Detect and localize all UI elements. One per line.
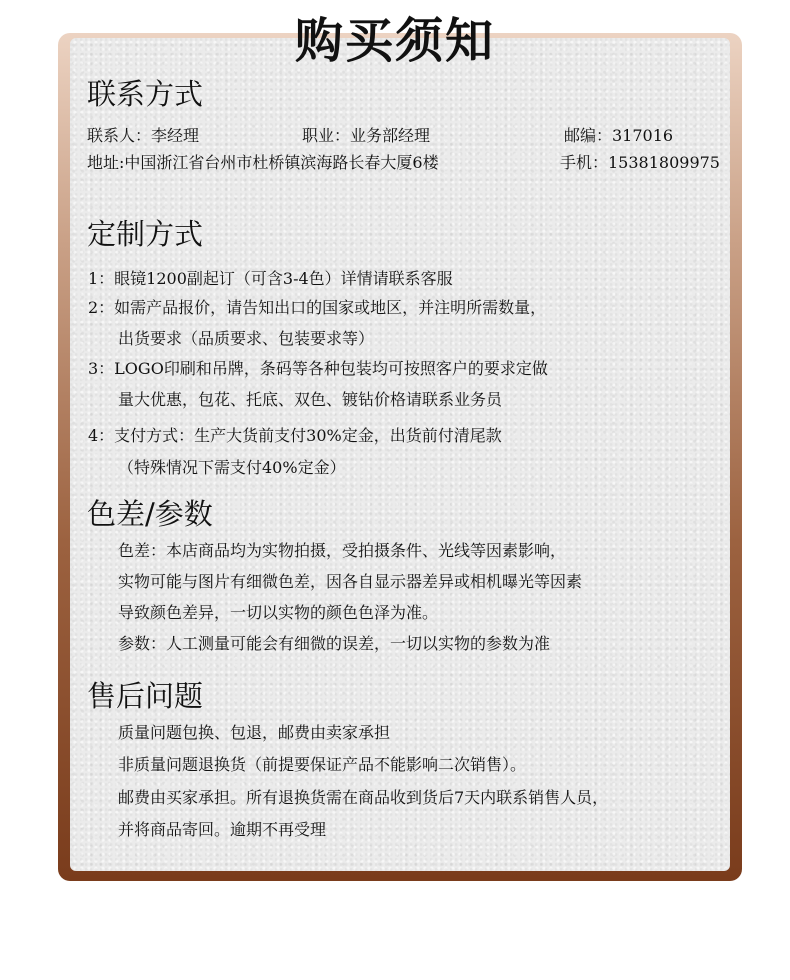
custom-line: 量大优惠，包花、托底、双色、镀钻价格请联系业务员: [118, 390, 503, 409]
after-line: 非质量问题退换货（前提要保证产品不能影响二次销售）。: [118, 755, 527, 774]
contact-address: 地址:中国浙江省台州市杜桥镇滨海路长春大厦6楼: [87, 153, 439, 172]
contact-phone: 手机：15381809975: [560, 153, 720, 172]
after-line: 并将商品寄回。逾期不再受理: [118, 820, 327, 839]
section-heading-after-sales: 售后问题: [87, 679, 204, 713]
custom-line: 1：眼镜1200副起订（可含3-4色）详情请联系客服: [88, 269, 453, 288]
after-line: 邮费由买家承担。所有退换货需在商品收到货后7天内联系销售人员，: [118, 788, 609, 807]
color-line: 实物可能与图片有细微色差，因各自显示器差异或相机曝光等因素: [118, 572, 583, 591]
color-line: 色差：本店商品均为实物拍摄，受拍摄条件、光线等因素影响，: [118, 541, 567, 560]
section-heading-contact: 联系方式: [87, 77, 204, 111]
page-title: 购买须知: [294, 13, 495, 69]
section-heading-color: 色差/参数: [87, 497, 213, 531]
custom-line: 2：如需产品报价，请告知出口的国家或地区，并注明所需数量，: [88, 298, 547, 317]
contact-job: 职业：业务部经理: [302, 126, 431, 145]
custom-line: 出货要求（品质要求、包装要求等）: [118, 329, 375, 348]
section-heading-custom: 定制方式: [87, 217, 204, 251]
custom-line: 3：LOGO印刷和吊牌，条码等各种包装均可按照客户的要求定做: [88, 359, 548, 378]
custom-line: （特殊情况下需支付40%定金）: [118, 458, 346, 477]
color-line: 参数：人工测量可能会有细微的误差，一切以实物的参数为准: [118, 634, 551, 653]
custom-line: 4：支付方式：生产大货前支付30%定金，出货前付清尾款: [88, 426, 502, 445]
contact-postcode: 邮编：317016: [564, 126, 674, 145]
contact-person: 联系人：李经理: [87, 126, 200, 145]
color-line: 导致颜色差异，一切以实物的颜色色泽为准。: [118, 603, 439, 622]
after-line: 质量问题包换、包退，邮费由卖家承担: [118, 723, 391, 742]
